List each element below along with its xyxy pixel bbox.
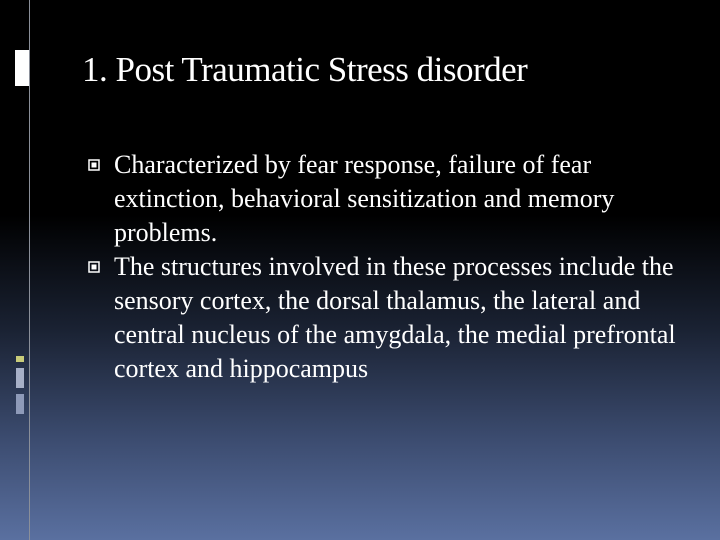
- bullet-item: [86, 148, 696, 250]
- accent-title-bar: [15, 50, 27, 86]
- slide-title: 1. Post Traumatic Stress disorder: [82, 50, 528, 89]
- accent-side-bar-blue-2: [16, 394, 24, 414]
- accent-vertical-line: [29, 0, 30, 540]
- bullet-list: [86, 148, 696, 386]
- bullet-item: [86, 250, 696, 386]
- accent-title-bar-thin: [27, 50, 29, 86]
- bullet-text: Characterized by fear response, failure of fear extinction, behavioral sensitization and memory problems.: [114, 150, 615, 247]
- accent-side-bar-blue-1: [16, 368, 24, 388]
- accent-side-bar-yellow: [16, 356, 24, 362]
- square-bullet-icon: [88, 159, 100, 171]
- bullet-text: The structures involved in these processes include the sensory cortex, the dorsal thalamus, the lateral and central nucleus of the amygdala, the medial prefrontal cortex and hippocampus: [114, 252, 676, 383]
- square-bullet-icon: [88, 261, 100, 273]
